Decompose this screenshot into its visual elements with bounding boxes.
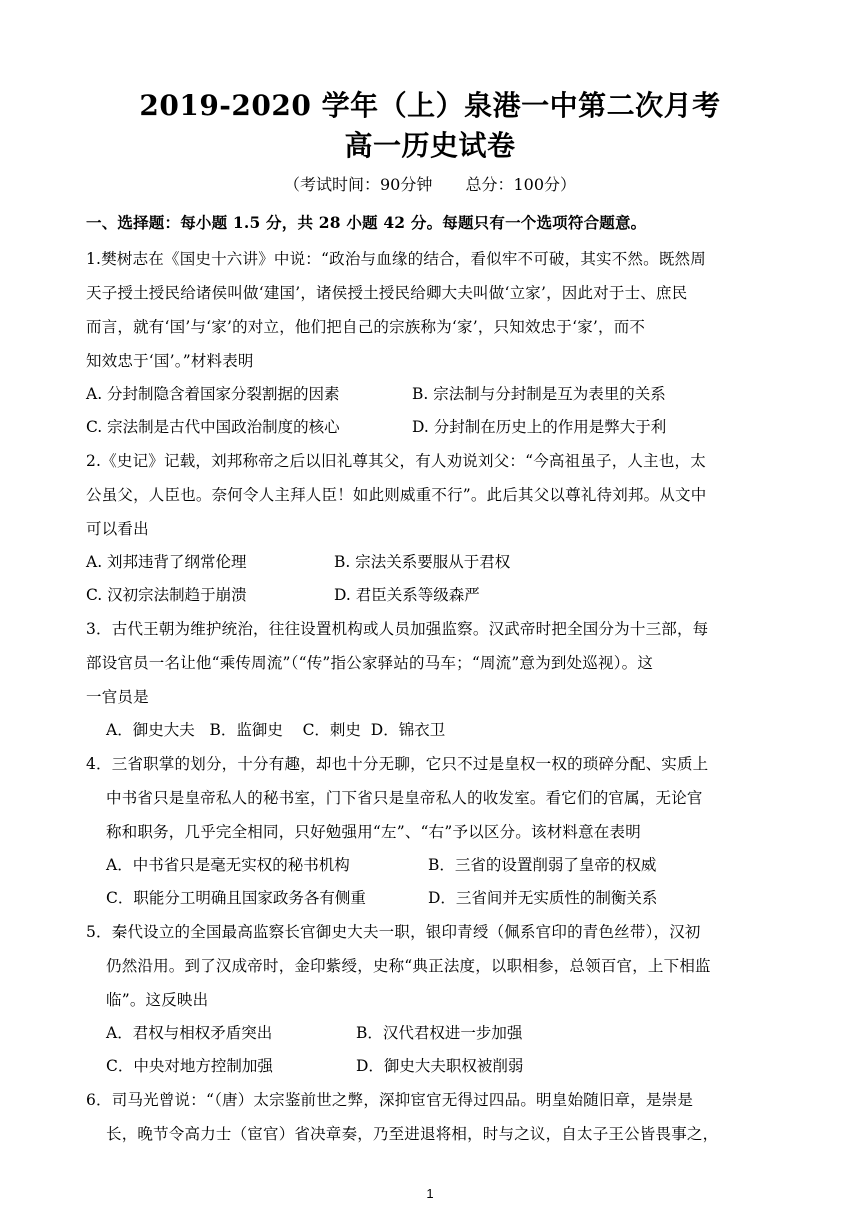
question-2-option-c: C. 汉初宗法制趋于崩溃 xyxy=(86,586,247,604)
question-3-options: A．御史大夫 B．监御史 C．刺史 D．锦衣卫 xyxy=(106,721,446,739)
exam-info xyxy=(0,172,860,195)
question-5-option-d: D．御史大夫职权被削弱 xyxy=(356,1057,524,1075)
question-2-option-d: D. 君臣关系等级森严 xyxy=(334,586,480,604)
question-4-option-c: C．职能分工明确且国家政务各有侧重 xyxy=(106,889,366,907)
question-5-option-a: A．君权与相权矛盾突出 xyxy=(106,1024,273,1042)
question-6-line-2: 长，晚节令高力士（宦官）省决章奏，乃至进退将相，时与之议，自太子王公皆畏事之， xyxy=(106,1125,719,1143)
question-5-line-2: 仍然沿用。到了汉成帝时，金印紫绶，史称“典正法度，以职相参，总领百官，上下相监 xyxy=(106,957,711,975)
question-1-option-d: D. 分封制在历史上的作用是弊大于利 xyxy=(412,418,667,436)
question-2-line-1: 2.《史记》记载，刘邦称帝之后以旧礼尊其父，有人劝说刘父：“今高祖虽子，人主也，太 xyxy=(86,452,706,470)
question-1-line-4: 知效忠于‘国’。”材料表明 xyxy=(86,352,254,370)
question-3-line-3: 一官员是 xyxy=(86,688,149,706)
question-2-line-2: 公虽父，人臣也。奈何令人主拜人臣！如此则威重不行”。此后其父以尊礼待刘邦。从文中 xyxy=(86,486,707,504)
question-4-option-d: D．三省间并无实质性的制衡关系 xyxy=(428,889,658,907)
question-1-option-b: B. 宗法制与分封制是互为表里的关系 xyxy=(412,385,666,403)
question-5-option-b: B．汉代君权进一步加强 xyxy=(356,1024,523,1042)
question-4-option-b: B．三省的设置削弱了皇帝的权威 xyxy=(428,856,657,874)
exam-subject-title: 高一历史试卷 xyxy=(344,129,516,162)
question-6-line-1: 6．司马光曾说：“（唐）太宗鉴前世之弊，深抑宦官无得过四品。明皇始随旧章，是崇是 xyxy=(86,1091,694,1109)
question-3-line-2: 部设官员一名让他“乘传周流”（“传”指公家驿站的马车；“周流”意为到处巡视）。这 xyxy=(86,654,654,672)
question-5-line-1: 5．秦代设立的全国最高监察长官御史大夫一职，银印青绶（佩系官印的青色丝带），汉初 xyxy=(86,923,701,941)
question-4-line-1: 4．三省职掌的划分，十分有趣，却也十分无聊，它只不过是皇权一权的琐碎分配、实质上 xyxy=(86,755,709,773)
question-3-line-1: 3．古代王朝为维护统治，往往设置机构或人员加强监察。汉武帝时把全国分为十三部，每 xyxy=(86,620,709,638)
question-2-line-3: 可以看出 xyxy=(86,520,149,538)
exam-title: 2019-2020 学年（上）泉港一中第二次月考 xyxy=(139,89,721,122)
question-1-line-3: 而言，就有‘国’与‘家’的对立，他们把自己的宗族称为‘家’，只知效忠于‘家’，而不 xyxy=(86,318,646,336)
question-1-option-c: C. 宗法制是古代中国政治制度的核心 xyxy=(86,418,340,436)
total-score: 总分：100分） xyxy=(465,175,576,194)
question-4-line-2: 中书省只是皇帝私人的秘书室，门下省只是皇帝私人的收发室。看它们的官属，无论官 xyxy=(106,789,703,807)
exam-time: （考试时间：90分钟 xyxy=(283,175,433,194)
question-5-option-c: C．中央对地方控制加强 xyxy=(106,1057,273,1075)
question-4-line-3: 称和职务，几乎完全相同，只好勉强用“左”、“右”予以区分。该材料意在表明 xyxy=(106,823,641,841)
question-4-option-a: A．中书省只是毫无实权的秘书机构 xyxy=(106,856,350,874)
question-1-line-2: 天子授土授民给诸侯叫做‘建国’，诸侯授土授民给卿大夫叫做‘立家’，因此对于士、庶民 xyxy=(86,284,688,302)
question-2-option-b: B. 宗法关系要服从于君权 xyxy=(334,553,511,571)
question-1-option-a: A. 分封制隐含着国家分裂割据的因素 xyxy=(86,385,340,403)
section-heading: 一、选择题：每小题 1.5 分，共 28 小题 42 分。每题只有一个选项符合题意。 xyxy=(86,213,647,232)
page-number: 1 xyxy=(426,1186,434,1201)
question-2-option-a: A. 刘邦违背了纲常伦理 xyxy=(86,553,247,571)
question-5-line-3: 临”。这反映出 xyxy=(106,991,209,1009)
question-1-line-1: 1.樊树志在《国史十六讲》中说：“政治与血缘的结合，看似牢不可破，其实不然。既然周 xyxy=(86,250,706,268)
